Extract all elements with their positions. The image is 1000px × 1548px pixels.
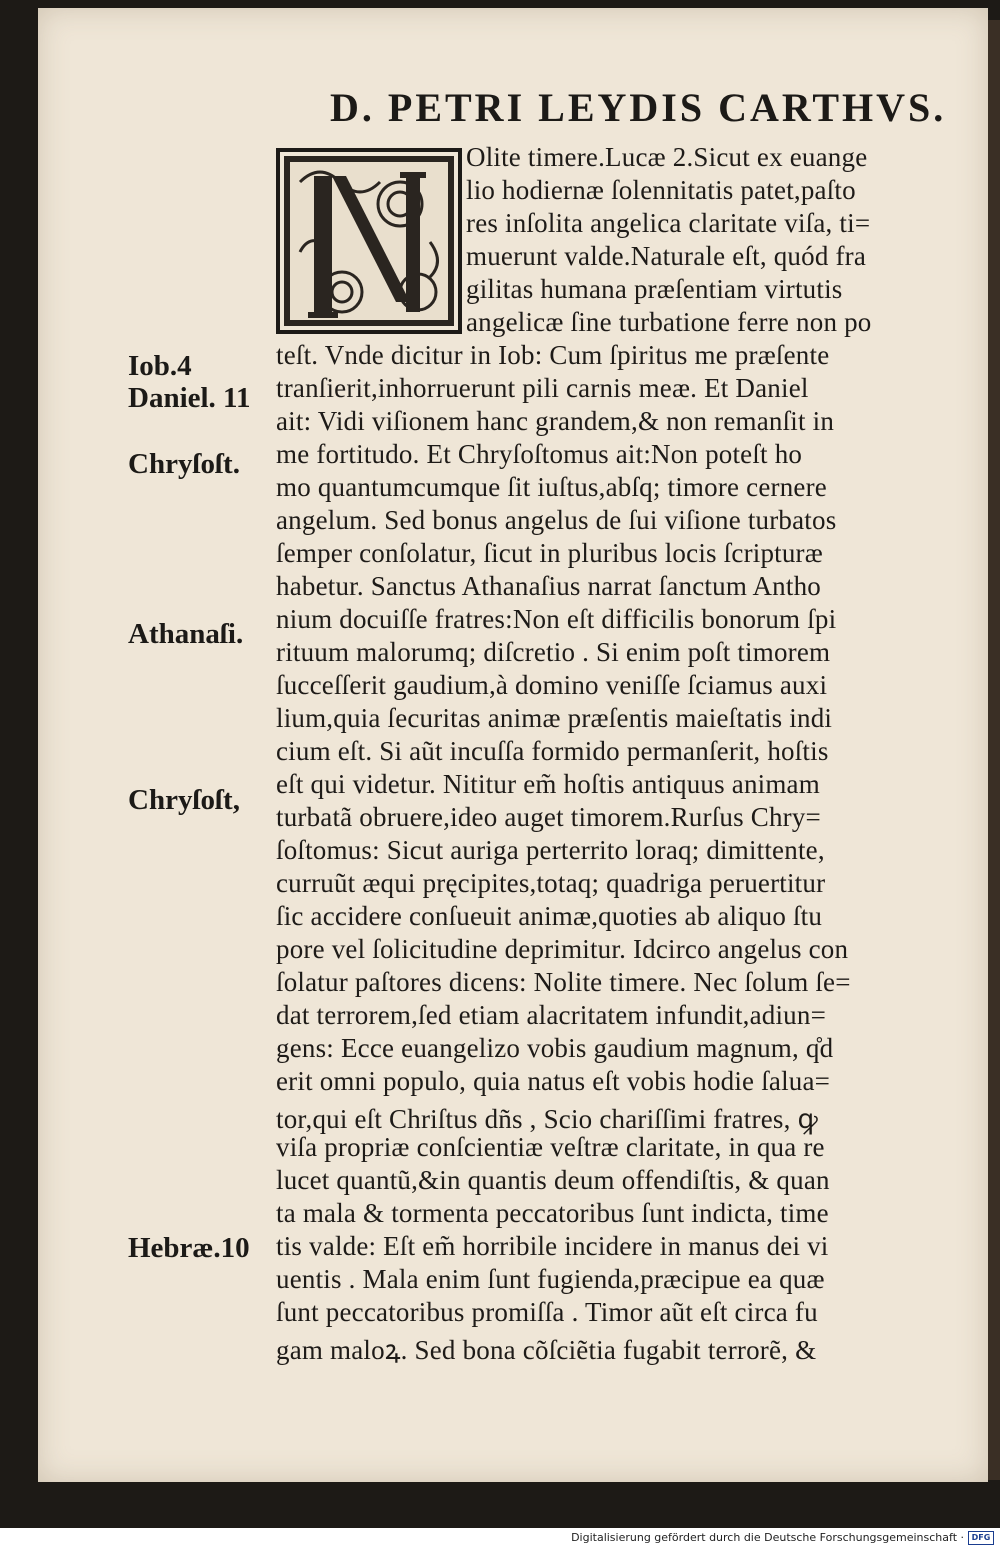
- text-line: turbatã obruere,ideo auget timorem.Rurſus Chry=: [276, 802, 821, 832]
- text-line: uentis . Mala enim ſunt fugienda,præcipue ea quæ: [276, 1264, 825, 1294]
- text-line: erit omni populo, quia natus eſt vobis hodie ſalua=: [276, 1066, 831, 1096]
- text-line: ſolatur paſtores dicens: Nolite timere. Nec ſolum ſe=: [276, 967, 851, 997]
- book-edge: [988, 20, 1000, 1480]
- decorated-initial-icon: [276, 148, 462, 334]
- text-line: dat terrorem,ſed etiam alacritatem infundit,adiun=: [276, 1000, 827, 1030]
- text-line: ſoſtomus: Sicut auriga perterrito loraq; dimittente,: [276, 835, 825, 865]
- text-line: tis valde: Eſt em̃ horribile incidere in manus dei vi: [276, 1231, 829, 1261]
- text-line: pore vel ſolicitudine deprimitur. Idcirco angelus con: [276, 934, 849, 964]
- text-line: Olite timere.Lucæ 2.Sicut ex euange: [466, 142, 868, 172]
- text-line: habetur. Sanctus Athanaſius narrat ſanctum Antho: [276, 571, 821, 601]
- text-line: gens: Ecce euangelizo vobis gaudium magnum, q̊d: [276, 1033, 834, 1063]
- text-line: ait: Vidi viſionem hanc grandem,& non remanſit in: [276, 406, 835, 436]
- text-line: gilitas humana præſentiam virtutis: [466, 274, 843, 304]
- text-line: muerunt valde.Naturale eſt, quód fra: [466, 241, 867, 271]
- text-line: gam maloꝝ. Sed bona cõſciẽtia fugabit terrorẽ, &: [276, 1335, 817, 1365]
- running-header: D. PETRI LEYDIS CARTHVS.: [330, 85, 947, 130]
- text-line: angelicæ ſine turbatione ferre non po: [466, 307, 872, 337]
- text-line: ſucceſſerit gaudium,à domino veniſſe ſciamus auxi: [276, 670, 828, 700]
- funding-credit: Digitalisierung gefördert durch die Deutsche Forschungsgemeinschaft ·: [571, 1531, 964, 1544]
- text-line: eſt qui videtur. Nititur em̃ hoſtis antiquus animam: [276, 769, 820, 799]
- text-line: ſunt peccatoribus promiſſa . Timor aũt eſt circa fu: [276, 1297, 818, 1327]
- text-line: ta mala & tormenta peccatoribus ſunt indicta, time: [276, 1198, 829, 1228]
- text-line: cium eſt. Si aũt incuſſa formido permanſerit, hoſtis: [276, 736, 829, 766]
- text-line: teſt. Vnde dicitur in Iob: Cum ſpiritus me præſente: [276, 340, 830, 370]
- margin-note: Hebræ.10: [128, 1232, 250, 1264]
- text-line: angelum. Sed bonus angelus de ſui viſione turbatos: [276, 505, 837, 535]
- text-line: lucet quantũ,&in quantis deum offendiſtis, & quan: [276, 1165, 830, 1195]
- margin-note: Chryſoſt,: [128, 784, 240, 816]
- margin-note: Iob.4: [128, 350, 192, 382]
- text-line: rituum malorumq; diſcretio . Si enim poſt timorem: [276, 637, 831, 667]
- text-line: nium docuiſſe fratres:Non eſt difficilis bonorum ſpi: [276, 604, 837, 634]
- text-line: mo quantumcumque ſit iuſtus,abſq; timore cernere: [276, 472, 827, 502]
- text-line: tor,qui eſt Chriſtus dñs , Scio chariſſimi fratres, ꝙ: [276, 1104, 818, 1134]
- dfg-logo-icon: DFG: [968, 1531, 994, 1545]
- text-line: me fortitudo. Et Chryſoſtomus ait:Non poteſt ho: [276, 439, 803, 469]
- text-line: res inſolita angelica claritate viſa, ti=: [466, 208, 871, 238]
- text-line: lium,quia ſecuritas animæ præſentis maieſtatis indi: [276, 703, 833, 733]
- text-line: lio hodiernæ ſolennitatis patet,paſto: [466, 175, 856, 205]
- text-line: tranſierit,inhorruerunt pili carnis meæ. Et Daniel: [276, 373, 809, 403]
- margin-note: Daniel. 11: [128, 382, 251, 414]
- text-line: viſa propriæ conſcientiæ veſtræ claritate, in qua re: [276, 1132, 825, 1162]
- text-line: ſic accidere conſueuit animæ,quoties ab aliquo ſtu: [276, 901, 823, 931]
- text-line: curruũt æqui pręcipites,totaq; quadriga peruertitur: [276, 868, 826, 898]
- margin-note: Chryſoſt.: [128, 448, 240, 480]
- margin-note: Athanaſi.: [128, 618, 244, 650]
- text-line: ſemper conſolatur, ſicut in pluribus locis ſcripturæ: [276, 538, 823, 568]
